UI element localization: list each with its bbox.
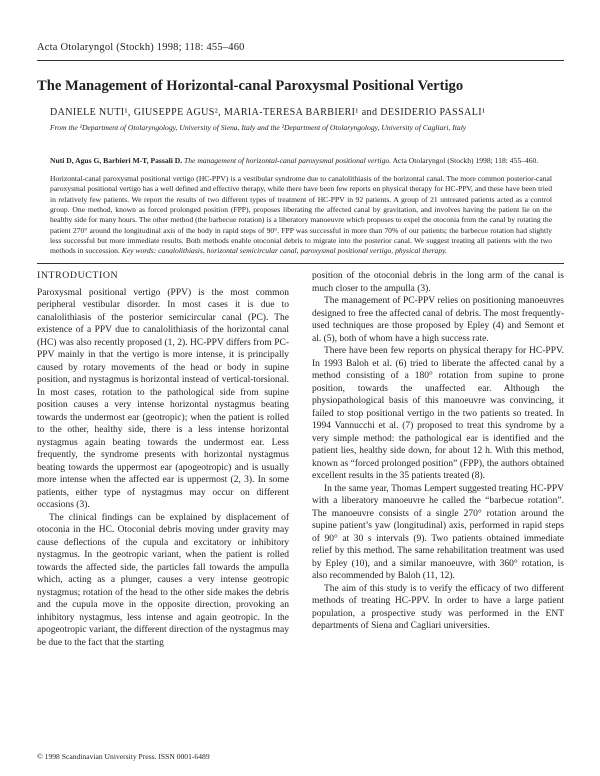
citation-title: The management of horizontal-canal paroxysmal positional vertigo.	[184, 156, 392, 165]
affiliation: From the ¹Department of Otolaryngology, University of Siena, Italy and the ²Department of Otolaryngology, University of Cagliari, Italy	[50, 123, 467, 132]
paragraph: There have been few reports on physical therapy for HC-PPV. In 1993 Baloh et al. (6) tried to liberate the affected canal by a method consisting of a 180° rotation from supine to prone position, towards the unaffected ear. Although the physiopathological basis of this manoeuvre was convincing, it failed to stop positional vertigo in the two patients so treated. In 1994 Vannucchi et al. (7) proposed to treat this syndrome by a very simple method: the pathological ear is identified and the patient lies, healthy side down, for about 12 h. With this method, known as “forced prolonged position” (FPP), the authors obtained excellent results in the 35 patients treated (8).	[312, 346, 564, 482]
header-rule	[37, 60, 564, 61]
keywords: canalolithiasis, horizontal semicircular canal, paroxysmal positional vertigo, physical therapy.	[158, 246, 447, 256]
paragraph: The aim of this study is to verify the efficacy of two different methods of treating HC-PPV. In order to have a large patient population, a prospective study was performed in the ENT departments of Siena and Cagliari universities.	[312, 583, 564, 632]
citation-authors: Nuti D, Agus G, Barbieri M-T, Passali D.	[50, 156, 183, 165]
journal-header: Acta Otolaryngol (Stockh) 1998; 118: 455–460	[37, 42, 245, 53]
copyright-footer: © 1998 Scandinavian University Press. ISSN 0001-6489	[37, 752, 210, 761]
citation-source: Acta Otolaryngol (Stockh) 1998; 118: 455–460.	[392, 156, 539, 165]
author-list: DANIELE NUTI¹, GIUSEPPE AGUS², MARIA-TERESA BARBIERI¹ and DESIDERIO PASSALI¹	[50, 107, 486, 118]
paragraph: In the same year, Thomas Lempert suggested treating HC-PPV with a liberatory manoeuvre he called the “barbecue rotation”. The manoeuvre consists of a single 270° rotation around the supine patient’s yaw (longitudinal) axis, performed in rapid steps of 90° at 30 s intervals (9). Two patients obtained immediate relief by this method. The same rehabilitation treatment was used by Epley (10), and a similar manoeuvre, with 360° rotation, is also recommended by Baloh (11, 12).	[312, 483, 564, 582]
paragraph: position of the otoconial debris in the long arm of the canal is much closer to the ampulla (3).	[312, 271, 564, 294]
right-column	[312, 270, 564, 633]
abstract-rule	[37, 263, 564, 264]
paragraph: The clinical findings can be explained by displacement of otoconia in the HC. Otoconial debris moving under gravity may cause deflections of the cupula and excitatory or inhibitory nystagmus. In the geotropic variant, when the patient is rolled towards the affected side, the particles fall towards the ampulla which, acting as a plunger, causes a very intense geotropic nystagmus; rotation of the head to the other side makes the debris and the cupula move in the opposite direction, provoking an inhibitory nystagmus, less intense and again geotropic. In the apogeotropic variant, the different direction of the nystagmus may be due to the fact that the starting	[37, 512, 289, 648]
left-column	[37, 270, 289, 649]
keywords-label: Key words:	[121, 246, 157, 256]
article-title: The Management of Horizontal-canal Paroxysmal Positional Vertigo	[37, 78, 464, 94]
section-heading: INTRODUCTION	[37, 270, 119, 281]
abstract	[50, 174, 552, 257]
paragraph: The management of PC-PPV relies on positioning manoeuvres designed to free the affected canal of debris. The most frequently-used techniques are those proposed by Epley (4) and Semont et al. (5), both of whom have a high success rate.	[312, 296, 564, 344]
paragraph: Paroxysmal positional vertigo (PPV) is the most common peripheral vestibular disorder. In most cases it is due to canalolithiasis of the posterior semicircular canal (PC). The existence of a PPV due to canalolithiasis of the horizontal canal (HC) was also recently proposed (1, 2). HC-PPV differs from PC-PPV mainly in that the vertigo is more intense, it is principally caused by rotary movements of the head or body in supine position, and nystagmus is horizontal instead of vertical-torsional. In most cases, rotation to the pathological side from supine position causes a very intense horizontal nystagmus beating towards the undermost ear (geotropic); when the patient is rolled to the other, healthy side, there is a less intense horizontal nystagmus again beating towards the undermost ear. Less frequently, the syndrome presents with horizontal nystagmus beating towards the uppermost ear (apogeotropic) and is usually more intense when the affected ear is uppermost (2, 3). In some patients, either type of nystagmus may occur on different occasions (3).	[37, 287, 289, 511]
abstract-body: Horizontal-canal paroxysmal positional vertigo (HC-PPV) is a vestibular syndrome due to canalolithiasis of the horizontal canal. The more common posterior-canal paroxysmal positional vertigo has a well defined and effective therapy, while there have been few reports on physical therapy for HC-PPV, and these have been tried in relatively few patients. We report the results of two different types of treatment of HC-PPV in 92 patients. A group of 21 untreated patients acted as a control group. One method, known as forced prolonged position (FPP), proposes liberating the affected canal by gravitation, and involves having the patient lie on the healthy side for many hours. The other method (the barbecue rotation) is a liberatory manoeuvre which proposes to expel the otoconia from the canal by rotating the patient 270° around the longitudinal axis of the body in rapid steps of 90°. FPP was successful in more than 70% of our patients; the barbecue rotation had slightly less successful but more immediate results. Both methods enable otoconial debris to migrate into the posterior canal. We suggest treating all patients with the two methods in succession.	[50, 174, 552, 256]
citation	[50, 155, 552, 166]
